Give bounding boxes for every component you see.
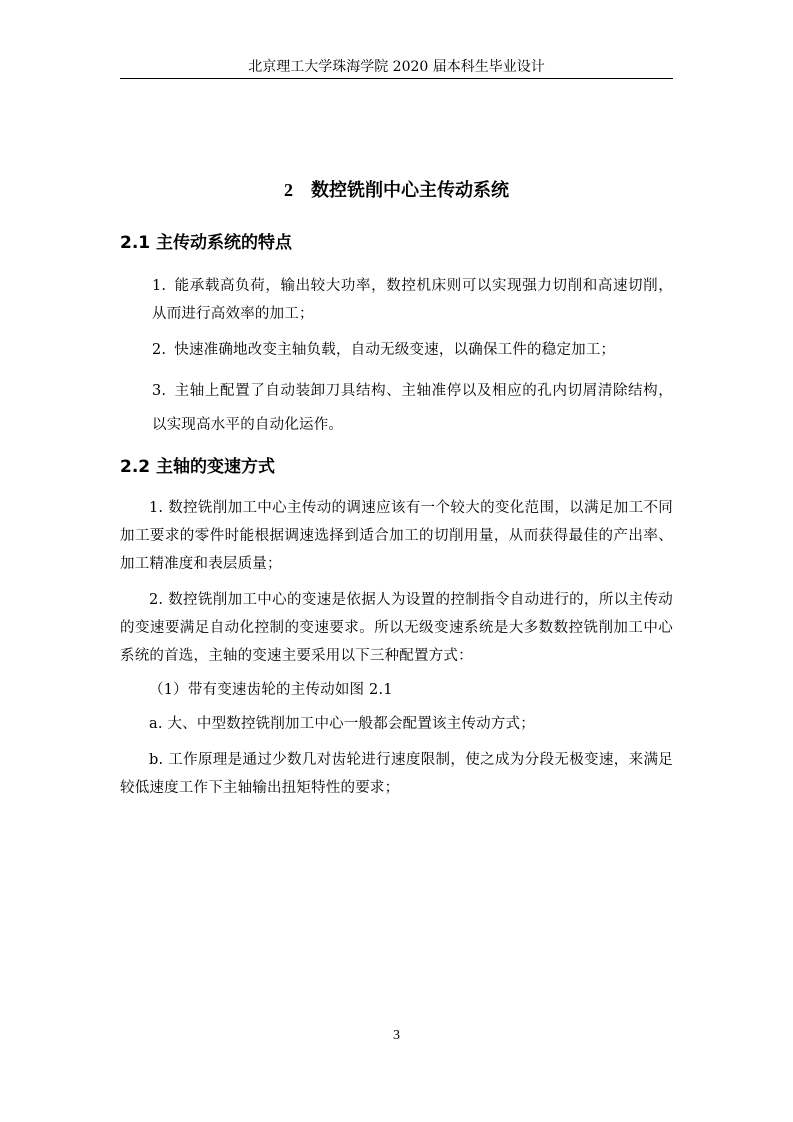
list-item (120, 336, 673, 364)
body-paragraph: 2. 数控铣削加工中心的变速是依据人为设置的控制指令自动进行的，所以主传动的变速要满足自动化控制的变速要求。所以无级变速系统是大多数数控铣削加工中心系统的首选，主轴的变速主要采用以下三种配置方式： (120, 592, 673, 664)
page-header: 北京理工大学珠海学院 2020 届本科生毕业设计 (248, 59, 545, 75)
chapter-title (120, 178, 673, 203)
body-paragraph: 1. 数控铣削加工中心主传动的调速应该有一个较大的变化范围，以满足加工不同加工要求的零件时能根据调速选择到适合加工的切削用量，从而获得最佳的产出率、加工精准度和表层质量； (120, 500, 673, 572)
list-item-marker: 1. (152, 278, 167, 294)
body-paragraph: a. 大、中型数控铣削加工中心一般都会配置该主传动方式； (149, 716, 535, 732)
body-paragraph: （1）带有变速齿轮的主传动如图 2.1 (149, 682, 393, 698)
list-item-marker: 2. (152, 342, 167, 358)
list-item-marker: 3. (152, 383, 167, 399)
list-item (120, 272, 673, 328)
list-item-text: 能承载高负荷，输出较大功率，数控机床则可以实现强力切削和高速切削，从而进行高效率的加工； (152, 278, 673, 322)
list-item-text: 主轴上配置了自动装卸刀具结构、主轴准停以及相应的孔内切屑清除结构，以实现高水平的自动化运作。 (152, 383, 673, 433)
body-paragraph: b. 工作原理是通过少数几对齿轮进行速度限制，使之成为分段无极变速，来满足较低速度工作下主轴输出扭矩特性的要求； (120, 752, 673, 796)
header-rule (120, 78, 673, 79)
chapter-title-text: 数控铣削中心主传动系统 (311, 180, 509, 201)
section-heading-2-1: 2.1 主传动系统的特点 (120, 233, 293, 253)
chapter-number: 2 (284, 180, 293, 200)
list-item-text: 快速准确地改变主轴负载，自动无级变速，以确保工件的稳定加工； (174, 342, 616, 358)
page-number: 3 (393, 1028, 400, 1043)
section-heading-2-2: 2.2 主轴的变速方式 (120, 457, 276, 477)
list-item (120, 374, 673, 442)
